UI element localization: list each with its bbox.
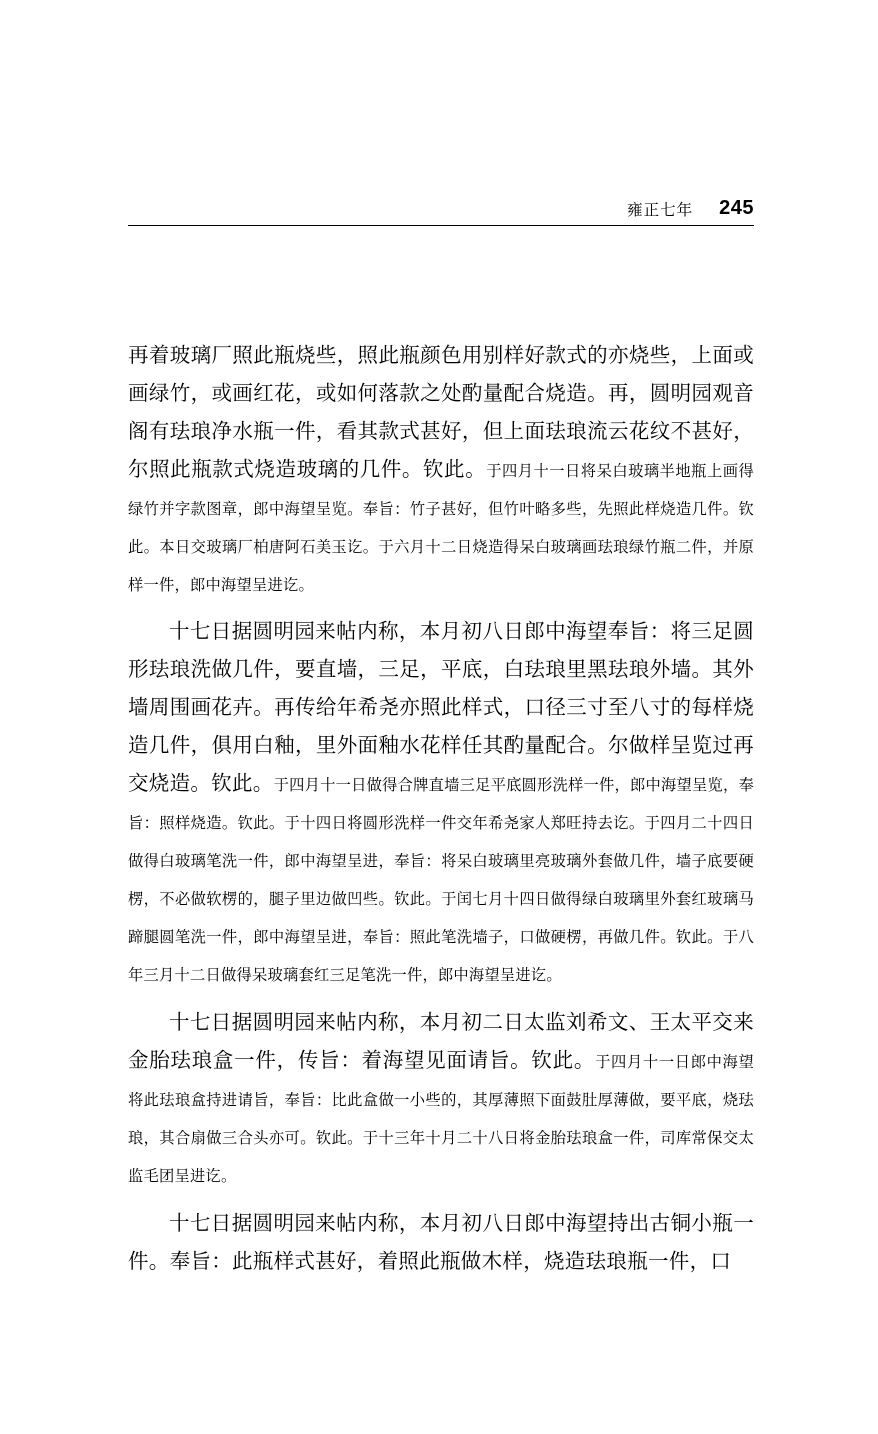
paragraph-2-main: 十七日据圆明园来帖内称，本月初八日郎中海望奉旨：将三足圆形珐琅洗做几件，要直墙，三足，平底，白珐琅里黑珐琅外墙。其外墙周围画花卉。再传给年希尧亦照此样式，口径三寸至八寸的每样烧造几件，俱用白釉，里外面釉水花样任其酌量配合。尔做样呈览过再交烧造。钦此。 bbox=[128, 619, 754, 795]
paragraph-1 bbox=[128, 336, 754, 602]
running-head bbox=[128, 186, 754, 226]
paragraph-2 bbox=[128, 612, 754, 992]
paragraph-4 bbox=[128, 1204, 754, 1280]
paragraph-2-note: 于四月十一日做得合牌直墙三足平底圆形洗样一件，郎中海望呈览，奉旨：照样烧造。钦此。于十四日将圆形洗样一件交年希尧家人郑旺持去讫。于四月二十四日做得白玻璃笔洗一件，郎中海望呈进，奉旨：将呆白玻璃里亮玻璃外套做几件，墙子底要硬楞，不必做软楞的，腿子里边做凹些。钦此。于闰七月十四日做得绿白玻璃里外套红玻璃马蹄腿圆笔洗一件，郎中海望呈进，奉旨：照此笔洗墙子，口做硬楞，再做几件。钦此。于八年三月十二日做得呆玻璃套红三足笔洗一件，郎中海望呈进讫。 bbox=[128, 776, 755, 984]
paragraph-1-main: 再着玻璃厂照此瓶烧些，照此瓶颜色用别样好款式的亦烧些，上面或画绿竹，或画红花，或如何落款之处酌量配合烧造。再，圆明园观音阁有珐琅净水瓶一件，看其款式甚好，但上面珐琅流云花纹不甚好，尔照此瓶款式烧造玻璃的几件。钦此。 bbox=[128, 343, 754, 481]
paragraph-3-main: 十七日据圆明园来帖内称，本月初二日太监刘希文、王太平交来金胎珐琅盒一件，传旨：着海望见面请旨。钦此。 bbox=[128, 1010, 754, 1072]
paragraph-1-note: 于四月十一日将呆白玻璃半地瓶上画得绿竹并字款图章，郎中海望呈览。奉旨：竹子甚好，但竹叶略多些，先照此样烧造几件。钦此。本日交玻璃厂柏唐阿石美玉讫。于六月十二日烧造得呆白玻璃画珐琅绿竹瓶二件，并原样一件，郎中海望呈进讫。 bbox=[128, 462, 754, 594]
running-head-chapter: 雍正七年 bbox=[627, 201, 694, 219]
page-number: 245 bbox=[719, 197, 754, 219]
paragraph-3-note: 于四月十一日郎中海望将此珐琅盒持进请旨，奉旨：比此盒做一小些的，其厚薄照下面鼓肚厚薄做，要平底，烧珐琅，其合扇做三合头亦可。钦此。于十三年十月二十八日将金胎珐琅盒一件，司库常保交太监毛团呈进讫。 bbox=[128, 1053, 754, 1185]
page-body bbox=[128, 336, 754, 1282]
paragraph-3 bbox=[128, 1003, 754, 1193]
paragraph-4-main: 十七日据圆明园来帖内称，本月初八日郎中海望持出古铜小瓶一件。奉旨：此瓶样式甚好，着照此瓶做木样，烧造珐琅瓶一件，口 bbox=[128, 1211, 754, 1273]
